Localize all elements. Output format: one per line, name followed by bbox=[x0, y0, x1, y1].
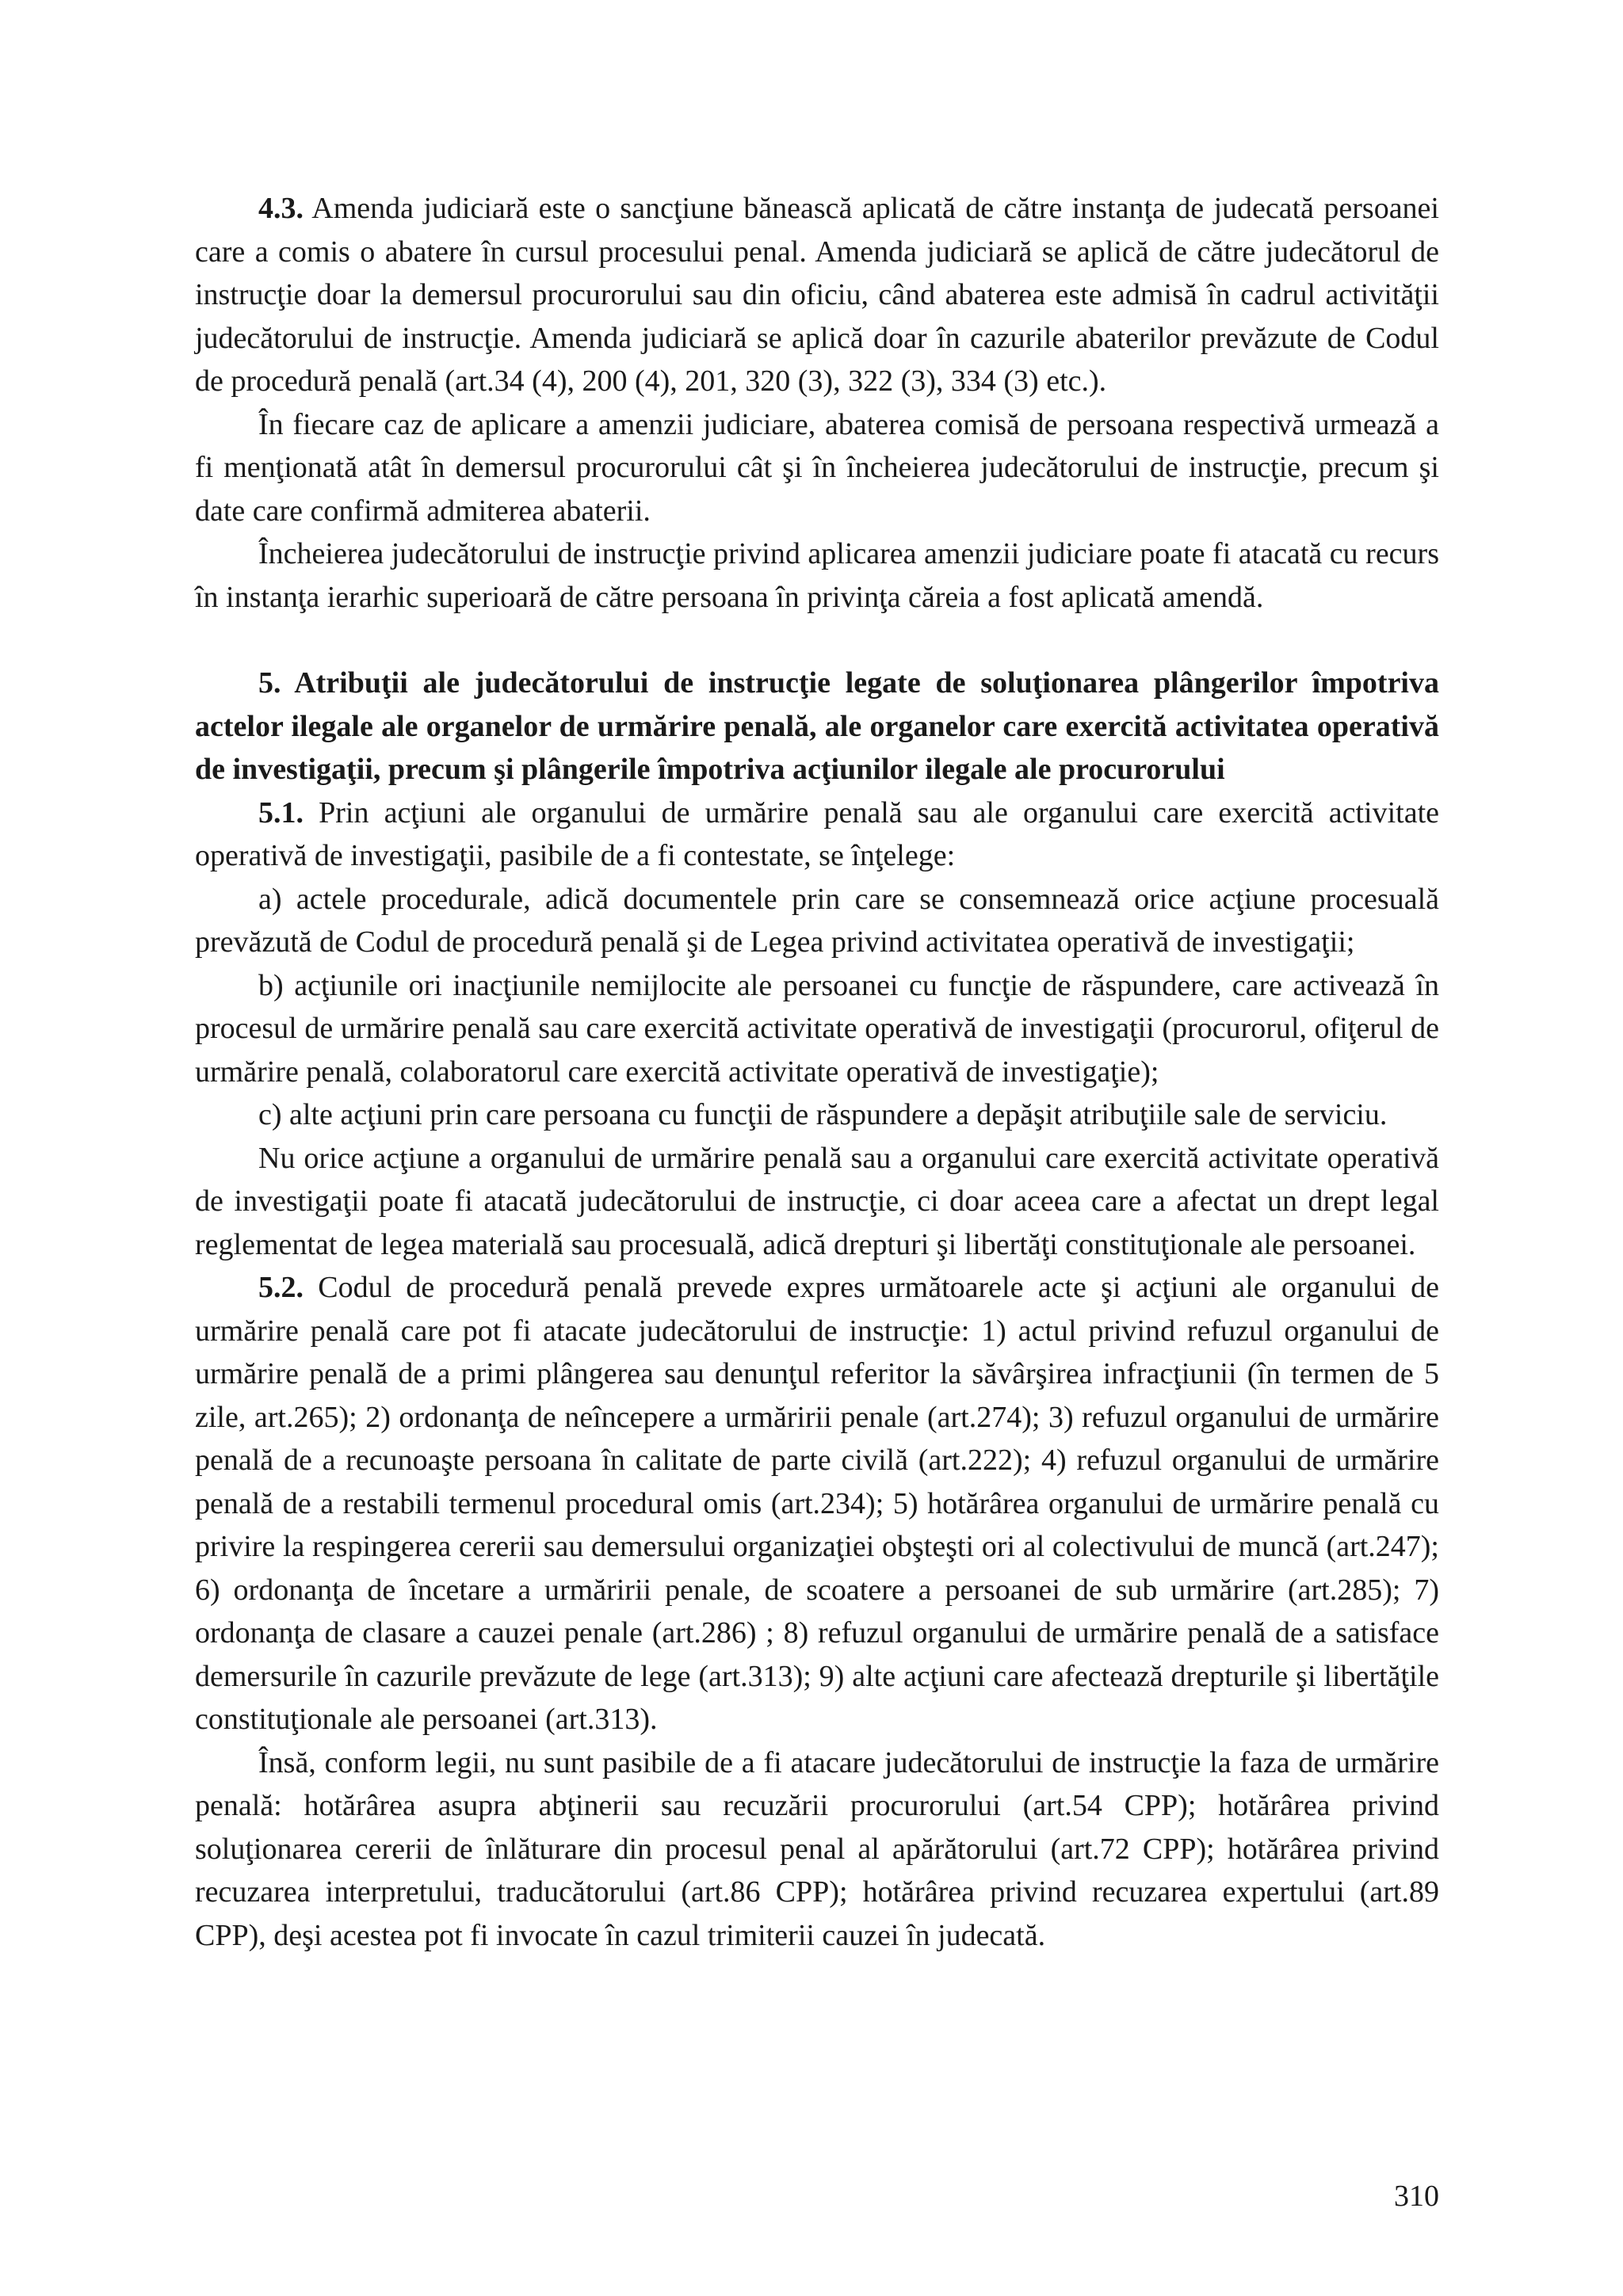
section-number: 5.1. bbox=[258, 795, 304, 830]
paragraph-5-1-closing: Nu orice acţiune a organului de urmărire penală sau a organului care exercită activitate operativă de investigaţii poate fi atacată judecătorului de instrucţie, ci doar aceea care a afectat un drept legal reglementat de legea materială sau procesuală, adică drepturi şi libertăţi constituţionale ale persoanei. bbox=[195, 1141, 1439, 1261]
list-item-c: c) alte acţiuni prin care persoana cu funcţii de răspundere a depăşit atribuţiile sale de serviciu. bbox=[258, 1098, 1388, 1131]
paragraph-5-1-intro bbox=[195, 791, 1439, 878]
section-number: 4.3. bbox=[258, 192, 304, 225]
paragraph-4-3-2: În fiecare caz de aplicare a amenzii judiciare, abaterea comisă de persoana respectivă urmează a fi menţionată atât în demersul procurorului cât şi în încheierea judecătorului de instrucţie, precum şi date care confirmă admiterea abaterii. bbox=[195, 407, 1439, 528]
paragraph-5-2-2: Însă, conform legii, nu sunt pasibile de a fi atacare judecătorului de instrucţie la faza de urmărire penală: hotărârea asupra abţinerii sau recuzării procurorului (art.54 CPP); hotărârea privind soluţionarea cererii de înlăturare din procesul penal al apărătorului (art.72 CPP); hotărârea privind recuzarea interpretului, traducătorului (art.86 CPP); hotărârea privind recuzarea expertului (art.89 CPP), deşi acestea pot fi invocate în cazul trimiterii cauzei în judecată. bbox=[195, 1745, 1439, 1952]
section-5-heading: 5. Atribuţii ale judecătorului de instrucţie legate de soluţionarea plângerilor împotriva actelor ilegale ale organelor de urmărire penală, ale organelor care exercită activitatea operativă de investigaţii, precum şi plângerile împotriva acţiunilor ilegale ale procurorului bbox=[195, 666, 1439, 786]
paragraph-text: Codul de procedură penală prevede expres următoarele acte şi acţiuni ale organului de urmărire penală care pot fi atacate judecătorului de instrucţie: 1) actul privind refuzul organului de urmărire penală de a primi plângerea sau denunţul referitor la săvârşirea infracţiunii (în termen de 5 zile, art.265); 2) ordonanţa de neîncepere a urmăririi penale (art.274); 3) refuzul organului de urmărire penală de a recunoaşte persoana în calitate de parte civilă (art.222); 4) refuzul organului de urmărire penală de a restabili termenul procedural omis (art.234); 5) hotărârea organului de urmărire penală cu privire la respingerea cererii sau demersului organizaţiei obşteşti ori al colectivului de muncă (art.247); 6) ordonanţa de încetare a urmăririi penale, de scoatere a persoanei de sub urmărire (art.285); 7) ordonanţa de clasare a cauzei penale (art.286) ; 8) refuzul organului de urmărire penală de a satisface demersurile în cazurile prevăzute de lege (art.313); 9) alte acţiuni care afectează drepturile şi libertăţile constituţionale ale persoanei (art.313). bbox=[195, 1271, 1439, 1736]
document-body bbox=[195, 187, 1439, 1957]
page-number: 310 bbox=[1394, 2180, 1439, 2213]
list-item-b: b) acţiunile ori inacţiunile nemijlocite ale persoanei cu funcţie de răspundere, care activează în procesul de urmărire penală sau care exercită activitate operativă de investigaţii (procurorul, ofiţerul de urmărire penală, colaboratorul care exercită activitate operativă de investigaţie); bbox=[195, 968, 1439, 1089]
paragraph-4-3-1 bbox=[195, 187, 1439, 403]
paragraph-text: Amenda judiciară este o sancţiune bănească aplicată de către instanţa de judecată persoanei care a comis o abatere în cursul procesului penal. Amenda judiciară se aplică de către judecătorul de instrucţie doar la demersul procurorului sau din oficiu, când abaterea este admisă în cadrul activităţii judecătorului de instrucţie. Amenda judiciară se aplică doar în cazurile abaterilor prevăzute de Codul de procedură penală (art.34 (4), 200 (4), 201, 320 (3), 322 (3), 334 (3) etc.). bbox=[195, 192, 1439, 398]
section-number: 5.2. bbox=[258, 1271, 304, 1304]
list-item-a: a) actele procedurale, adică documentele prin care se consemnează orice acţiune procesuală prevăzută de Codul de procedură penală şi de Legea privind activitatea operativă de investigaţii; bbox=[195, 882, 1439, 959]
paragraph-text: Prin acţiuni ale organului de urmărire penală sau ale organului care exercită activitate operativă de investigaţii, pasibile de a fi contestate, se înţelege: bbox=[195, 795, 1439, 872]
paragraph-5-2-1 bbox=[195, 1266, 1439, 1741]
paragraph-4-3-3: Încheierea judecătorului de instrucţie privind aplicarea amenzii judiciare poate fi atacată cu recurs în instanţa ierarhic superioară de către persoana în privinţa căreia a fost aplicată amendă. bbox=[195, 537, 1439, 614]
